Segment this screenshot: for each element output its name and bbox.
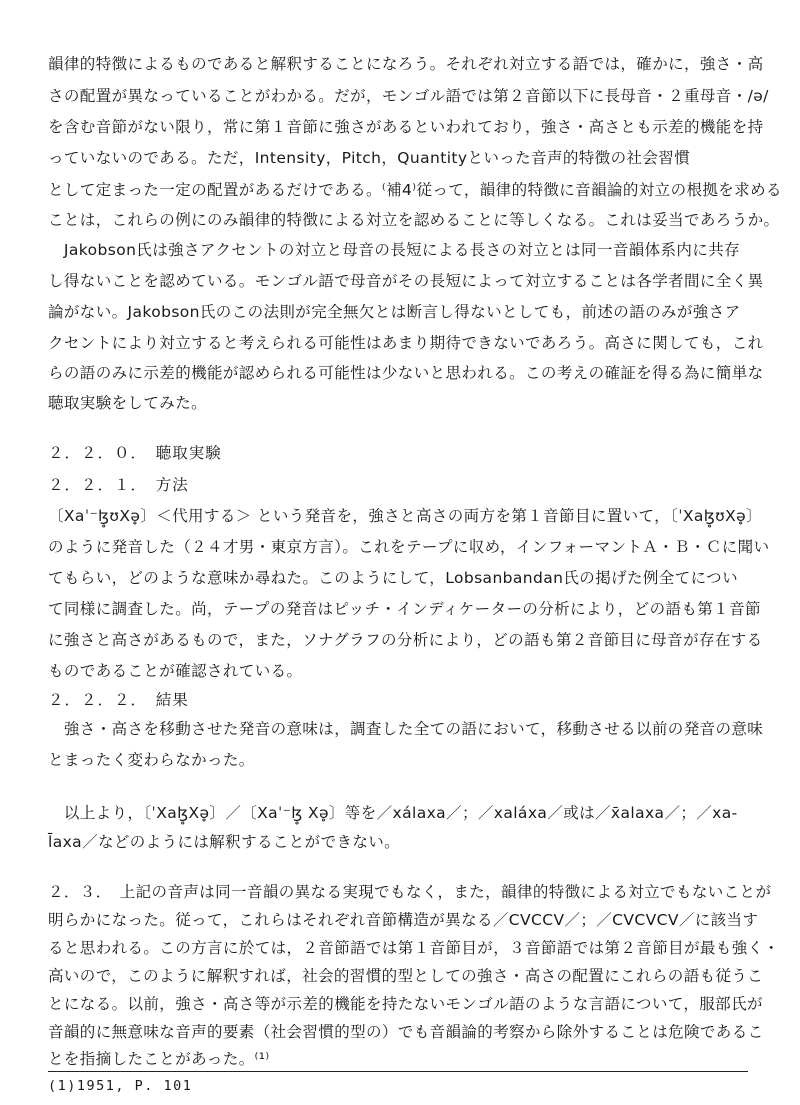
- text-line: として定まった一定の配置があるだけである。⁽補4⁾従って，韻律的特徴に音韻論的対立の根拠を求める: [48, 181, 782, 199]
- text-line: て同様に調査した。尚，テープの発音はピッチ・インディケーターの分析により，どの語も第１音節: [48, 600, 761, 618]
- text-line: クセントにより対立すると考えられる可能性はあまり期待できないであろう。高さに関しても，これ: [48, 334, 764, 352]
- section-heading: ２．２．０． 聴取実験: [48, 444, 222, 462]
- text-line: ２．３． 上記の音声は同一音韻の異なる実現でもなく，また，韻律的特徴による対立でもないことが: [48, 883, 772, 901]
- text-line: l̄axa／などのようには解釈することができない。: [48, 833, 401, 851]
- text-line: 高いので，このように解釈すれば，社会的習慣的型としての強さ・高さの配置にこれらの語も従うこ: [48, 967, 764, 985]
- text-line: ると思われる。この方言に於ては，２音節語では第１音節目が，３音節語では第２音節目が最も強く・: [48, 939, 780, 957]
- text-line: ものであることが確認されている。: [48, 662, 303, 680]
- text-line: Jakobson氏は強さアクセントの対立と母音の長短による長さの対立とは同一音韻体系内に共存: [48, 241, 741, 259]
- text-line: 〔Xaˈ⁻ɮ̥ʊXə̥〕＜代用する＞ という発音を，強さと高さの両方を第１音節目に置いて，〔ˈXaɮ̥ʊXə̥〕: [48, 507, 762, 525]
- text-line: っていないのである。ただ，Intensity，Pitch，Quantityといった音声的特徴の社会習慣: [48, 149, 691, 167]
- text-line: さの配置が異なっていることがわかる。だが，モンゴル語では第２音節以下に長母音・２重母音・/ə/: [48, 87, 769, 105]
- text-line: を含む音節がない限り，常に第１音節に強さがあるといわれており，強さ・高さとも示差的機能を持: [48, 118, 764, 136]
- text-line: ことは，これらの例にのみ韻律的特徴による対立を認めることに等しくなる。これは妥当であろうか。: [48, 211, 780, 229]
- text-line: とを指摘したことがあった。⁽¹⁾: [48, 1050, 270, 1068]
- section-heading: ２．２．２． 結果: [48, 691, 189, 709]
- footnote: (1)1951, P. 101: [48, 1078, 193, 1094]
- text-line: に強さと高さがあるもので，また，ソナグラフの分析により，どの語も第２音節目に母音が存在する: [48, 631, 763, 649]
- text-line: し得ないことを認めている。モンゴル語で母音がその長短によって対立することは各学者間に全く異: [48, 272, 764, 290]
- text-line: 論がない。Jakobson氏のこの法則が完全無欠とは断言し得ないとしても，前述の語のみが強さア: [48, 303, 741, 321]
- text-line: 強さ・高さを移動させた発音の意味は，調査した全ての語において，移動させる以前の発音の意味: [48, 720, 764, 738]
- text-line: 聴取実験をしてみた。: [48, 394, 208, 412]
- text-line: らの語のみに示差的機能が認められる可能性は少ないと思われる。この考えの確証を得る為に簡単な: [48, 364, 764, 382]
- text-line: とまったく変わらなかった。: [48, 751, 255, 769]
- text-line: 韻律的特徴によるものであると解釈することになろう。それぞれ対立する語では，確かに，強さ・高: [48, 55, 764, 73]
- text-line: 音韻的に無意味な音声的要素（社会習慣的型の）でも音韻論的考察から除外することは危険であるこ: [48, 1023, 764, 1041]
- text-line: 明らかになった。従って，これらはそれぞれ音節構造が異なる／CVCCV／；／CVCVCV／に該当す: [48, 911, 759, 929]
- text-line: 以上より，〔ˈXaɮ̥Xə̥〕／〔Xaˈ⁻ɮ̥ Xə̥〕等を／xálaxa／；／xaláxa／或は／x̄alaxa／；／xa-: [48, 804, 738, 822]
- section-heading: ２．２．１． 方法: [48, 476, 189, 494]
- text-line: てもらい，どのような意味か尋ねた。このようにして，Lobsanbandan氏の掲げた例全てについ: [48, 569, 738, 587]
- footnote-divider: [48, 1071, 748, 1072]
- text-line: とになる。以前，強さ・高さ等が示差的機能を持たないモンゴル語のような言語について，服部氏が: [48, 995, 763, 1013]
- text-line: のように発音した（２４才男・東京方言）。これをテープに収め，インフォーマントＡ・Ｂ・Ｃに聞い: [48, 538, 770, 556]
